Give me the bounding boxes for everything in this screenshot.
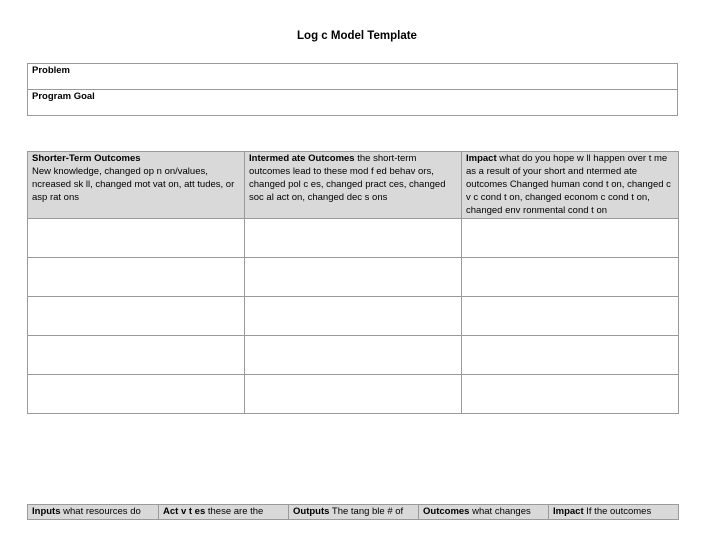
column-description: what do you hope w ll happen over t me as a result of your short and ntermed ate outcomes Changed human cond t on, changed c v c cond t on, changed econom c cond t on, changed env ronmental cond t on bbox=[466, 153, 671, 216]
table-cell[interactable] bbox=[28, 219, 245, 258]
table-row bbox=[28, 258, 679, 297]
outcomes-cell bbox=[419, 505, 549, 520]
column-description: New knowledge, changed op n on/values, ncreased sk ll, changed mot vat on, att tudes, or asp rat ons bbox=[32, 166, 235, 203]
page-title: Log c Model Template bbox=[297, 30, 417, 42]
table-cell[interactable] bbox=[28, 375, 245, 414]
header-impact bbox=[462, 152, 679, 219]
outcomes-header-row bbox=[28, 152, 679, 219]
problem-field[interactable] bbox=[28, 64, 677, 90]
cell-label: Outputs bbox=[293, 506, 330, 517]
table-cell[interactable] bbox=[245, 297, 462, 336]
cell-description: these are the bbox=[205, 506, 264, 517]
cell-description: what resources do bbox=[60, 506, 141, 517]
cell-label: Impact bbox=[553, 506, 584, 517]
cell-label: Inputs bbox=[32, 506, 61, 517]
table-cell[interactable] bbox=[245, 258, 462, 297]
header-shorter-term-outcomes bbox=[28, 152, 245, 219]
column-label: Intermed ate Outcomes bbox=[249, 153, 355, 164]
logic-model-columns-table bbox=[27, 504, 679, 520]
table-row bbox=[28, 297, 679, 336]
activities-cell bbox=[159, 505, 289, 520]
program-goal-label: Program Goal bbox=[32, 91, 95, 102]
inputs-cell bbox=[28, 505, 159, 520]
table-cell[interactable] bbox=[245, 336, 462, 375]
problem-label: Problem bbox=[32, 65, 71, 76]
header-intermediate-outcomes bbox=[245, 152, 462, 219]
column-description: the short-term outcomes lead to these mod f ed behav ors, changed pol c es, changed pract ces, changed soc al act on, changed dec s ons bbox=[249, 153, 446, 203]
problem-goal-box bbox=[27, 63, 678, 116]
column-label: Impact bbox=[466, 153, 497, 164]
cell-label: Act v t es bbox=[163, 506, 206, 517]
outcomes-table bbox=[27, 151, 679, 414]
table-cell[interactable] bbox=[462, 297, 679, 336]
table-row bbox=[28, 375, 679, 414]
cell-description: If the outcomes bbox=[583, 506, 652, 517]
column-label: Shorter-Term Outcomes bbox=[32, 153, 141, 164]
cell-description: what changes bbox=[469, 506, 531, 517]
table-cell[interactable] bbox=[462, 375, 679, 414]
outputs-cell bbox=[289, 505, 419, 520]
table-row bbox=[28, 336, 679, 375]
table-cell[interactable] bbox=[462, 336, 679, 375]
table-cell[interactable] bbox=[245, 219, 462, 258]
table-row bbox=[28, 219, 679, 258]
table-cell[interactable] bbox=[462, 258, 679, 297]
table-cell[interactable] bbox=[28, 297, 245, 336]
table-cell[interactable] bbox=[28, 258, 245, 297]
cell-description: The tang ble # of bbox=[329, 506, 404, 517]
program-goal-field[interactable] bbox=[28, 90, 677, 116]
table-row bbox=[28, 505, 679, 520]
table-cell[interactable] bbox=[245, 375, 462, 414]
table-cell[interactable] bbox=[28, 336, 245, 375]
table-cell[interactable] bbox=[462, 219, 679, 258]
cell-label: Outcomes bbox=[423, 506, 470, 517]
impact-cell bbox=[549, 505, 679, 520]
